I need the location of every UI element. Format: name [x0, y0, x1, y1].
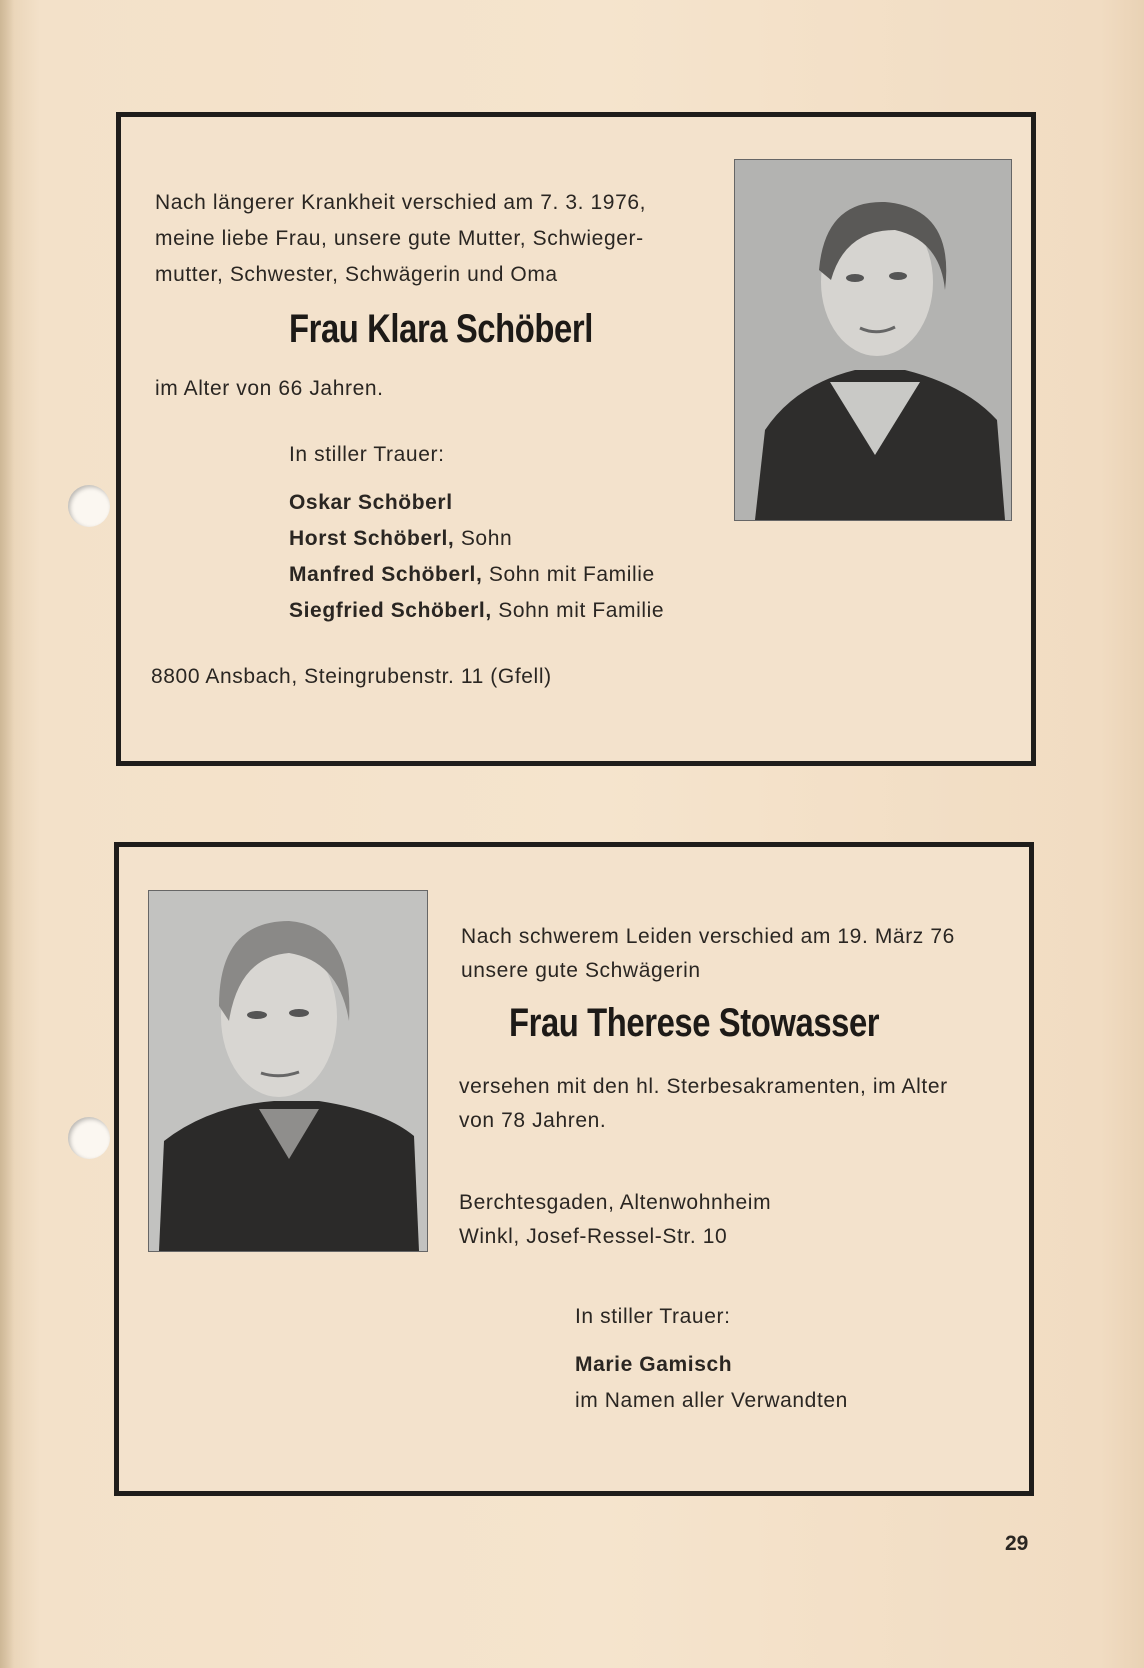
detail-line-1: versehen mit den hl. Sterbesakramenten, im Alter — [459, 1075, 948, 1098]
obituary-therese-stowasser — [114, 842, 1034, 1496]
mourner-name: Siegfried Schöberl, — [289, 599, 492, 622]
mourner-name: Manfred Schöberl, — [289, 563, 483, 586]
portrait-photo — [148, 890, 428, 1252]
mourner-3 — [289, 557, 655, 593]
mourner-relation: Sohn mit Familie — [498, 599, 665, 622]
detail-line-2: von 78 Jahren. — [459, 1109, 607, 1132]
intro-line-2: unsere gute Schwägerin — [461, 959, 701, 982]
mourner-note: im Namen aller Verwandten — [575, 1389, 848, 1412]
age-line: im Alter von 66 Jahren. — [155, 377, 384, 400]
mourner-2 — [289, 521, 512, 557]
mourner-name: Horst Schöberl, — [289, 527, 455, 550]
intro-line-1: Nach schwerem Leiden verschied am 19. März 76 — [461, 925, 955, 948]
address-line-2: Winkl, Josef-Ressel-Str. 10 — [459, 1225, 728, 1248]
obituary-klara-schoeberl — [116, 112, 1036, 766]
deceased-name: Frau Therese Stowasser — [509, 1001, 880, 1045]
mourner-1 — [289, 485, 453, 521]
page-number: 29 — [1005, 1532, 1029, 1555]
address-line-1: Berchtesgaden, Altenwohnheim — [459, 1191, 772, 1214]
portrait-photo — [734, 159, 1012, 521]
mourner-4 — [289, 593, 664, 629]
mourner-relation: Sohn mit Familie — [488, 563, 655, 586]
mourning-heading: In stiller Trauer: — [289, 443, 445, 466]
mourner-name: Oskar Schöberl — [289, 491, 453, 514]
intro-line-3: mutter, Schwester, Schwägerin und Oma — [155, 263, 558, 286]
intro-line-2: meine liebe Frau, unsere gute Mutter, Schwieger- — [155, 227, 644, 250]
deceased-name: Frau Klara Schöberl — [289, 307, 593, 351]
binding-shadow — [0, 0, 14, 1668]
intro-line-1: Nach längerer Krankheit verschied am 7. 3. 1976, — [155, 191, 647, 214]
mourner-name: Marie Gamisch — [575, 1353, 733, 1376]
address: 8800 Ansbach, Steingrubenstr. 11 (Gfell) — [151, 665, 552, 688]
punch-hole-bottom — [68, 1117, 110, 1159]
punch-hole-top — [68, 485, 110, 527]
mourner-relation: Sohn — [460, 527, 513, 550]
mourning-heading: In stiller Trauer: — [575, 1305, 731, 1328]
